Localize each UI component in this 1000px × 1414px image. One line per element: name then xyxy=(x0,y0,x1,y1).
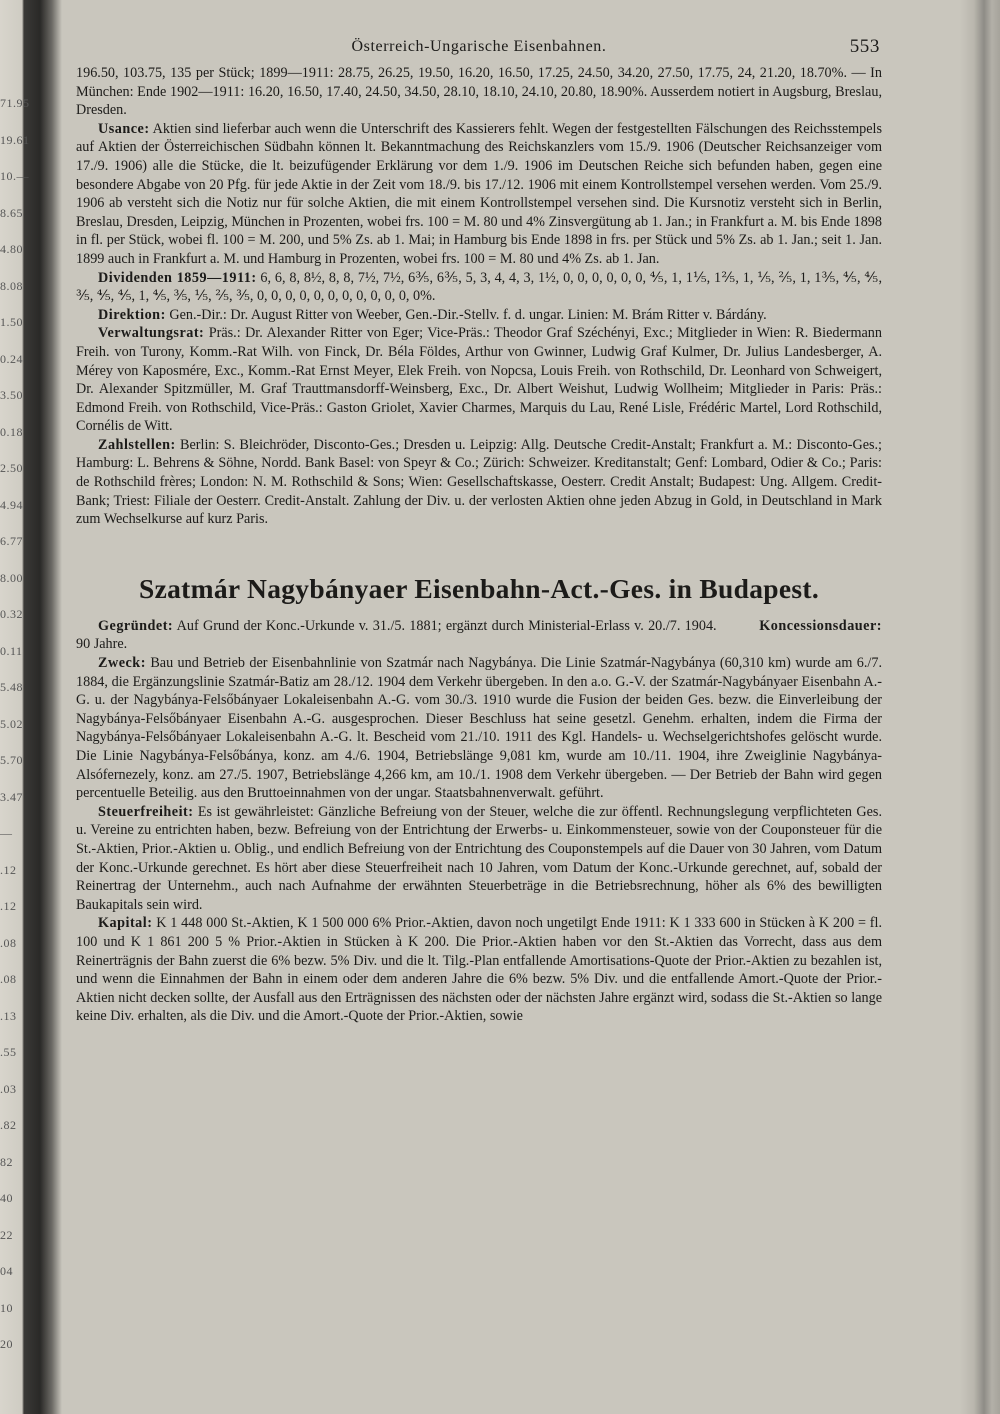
direktion-paragraph xyxy=(76,306,882,325)
verwaltungsrat-text: Präs.: Dr. Alexander Ritter von Eger; Vice-Präs.: Theodor Graf Széchényi, Exc.; Mitglieder in Wien: R. Biedermann Freih. von Turony, Komm.-Rat Wilh. von Finck, Dr. Béla Földes, Arthur von Gwinner, Ludwig Graf Kulmer, Dr. Julius Landesberger, A. Mérey von Kaposmére, Exc., Komm.-Rat Ernst Meyer, Elek Freih. von Nopcsa, Louis Freih. von Rothschild, Dr. Leonhard von Schweigert, Dr. Alexander Spitzmüller, M. Graf Trauttmansdorff-Weinsberg, Exc., Dr. Albert Weishut, Ludwig Wollheim; Mitglieder in Paris: Präs.: Edmond Freih. von Rothschild, Vice-Präs.: Gaston Griolet, Xavier Charmes, Marquis du Lau, René Lisle, Frédéric Martel, Lord Rothschild, Cornélis de Witt. xyxy=(76,325,882,435)
zweck-text: Bau und Betrieb der Eisenbahnlinie von Szatmár nach Nagybánya. Die Linie Szatmár-Nagybánya (60,310 km) wurde am 6./7. 1884, die Ergänzungslinie Szatmár-Batiz am 28./12. 1904 dem Verkehr übergeben. In den a.o. G.-V. der Szatmár-Nagybányaer Eisenbahn A.-G. u. der Nagybánya-Felsőbányaer Lokaleisenbahn A.-G. vom 30./3. 1910 wurde die Fusion der beiden Ges. bezw. die Einverleibung der Nagybánya-Felsőbányaer Eisenbahn A.-G. ausgesprochen. Dieser Beschluss hat seine gesetzl. Genehm. erhalten, indem die Firma der Nagybánya-Felsőbányaer Lokaleisenbahn A.-G. lt. Bescheid vom 21./10. 1911 des Kgl. Handels- u. Wechselgerichtshofes gelöscht wurde. Die Linie Nagybánya-Felsőbánya, konz. am 4./6. 1904, Betriebslänge 9,081 km, wurde am 10./11. 1904, ihre Zweiglinie Nagybánya-Alsófernezely, konz. am 27./5. 1907, Betriebslänge 4,266 km, am 10./1. 1908 dem Verkehr übergeben. — Der Betrieb der Bahn wird gegen percentuelle Beteilig. aus den Bruttoeinnahmen von der ungar. Staatsbahnenverwalt. geführt. xyxy=(76,655,882,802)
margin-number: .55 xyxy=(0,1045,17,1059)
margin-number: 5.02 xyxy=(0,716,23,731)
zahlstellen-text: Berlin: S. Bleichröder, Disconto-Ges.; Dresden u. Leipzig: Allg. Deutsche Credit-Anstalt; Frankfurt a. M.: Disconto-Ges.; Hamburg: L. Behrens & Söhne, Nordd. Bank Basel: von Speyr & Co.; Zürich: Schweizer. Kreditanstalt; Genf: Lombard, Odier & Co.; Paris: de Rothschild frères; London: N. M. Rothschild & Sons; Wien: Gesellschaftskasse, Oesterr. Credit Anstalt; Budapest: Ung. Allgem. Credit-Bank; Triest: Filiale der Oesterr. Credit-Anstalt. Zahlung der Div. u. der verlosten Aktien ohne jeden Abzug in Gold, in Deutschland in Mark zum Wechselkurse auf kurz Paris. xyxy=(76,436,883,528)
margin-number: 71.95 xyxy=(0,96,30,110)
zweck-paragraph xyxy=(76,654,882,803)
verwaltungsrat-label: Verwaltungsrat: xyxy=(98,325,205,342)
margin-number: 5.48 xyxy=(0,680,23,694)
kapital-paragraph xyxy=(76,914,882,1026)
usance-paragraph xyxy=(76,120,882,269)
zweck-label: Zweck: xyxy=(98,655,146,672)
margin-number: .12 xyxy=(0,899,17,913)
gegruendet-label: Gegründet: xyxy=(98,617,174,634)
margin-number: .82 xyxy=(0,1118,17,1132)
gegruendet-text: Auf Grund der Konc.-Urkunde v. 31./5. 1881; ergänzt durch Ministerial-Erlass v. 20./7. 1904. xyxy=(176,617,717,634)
zahlstellen-paragraph xyxy=(76,436,882,529)
margin-number: 10.— xyxy=(0,169,29,183)
dividenden-label: Dividenden 1859—1911: xyxy=(98,269,257,286)
page xyxy=(76,38,882,1026)
zahlstellen-label: Zahlstellen: xyxy=(98,436,176,453)
margin-number: 6.77 xyxy=(0,534,23,548)
margin-number: 0.32 xyxy=(0,607,23,621)
koncessionsdauer-label: Koncessionsdauer: xyxy=(759,617,882,634)
margin-number: 8.08 xyxy=(0,278,23,293)
dividenden-paragraph xyxy=(76,269,882,306)
steuerfreiheit-text: Es ist gewährleistet: Gänzliche Befreiung von der Steuer, welche die zur öffentl. Rechnungslegung verpflichteten Ges. u. Vereine zu entrichten haben, bezw. Befreiung von der Entrichtung der Erwerbs- u. Einkommensteuer, sowie von der Couponsteuer für die St.-Aktien, Prior.-Aktien u. Oblig., und endlich Befreiung von der Entrichtung des Couponstempels auf die Dauer von 30 Jahren, vom Datum der Konc.-Urkunde gerechnet. Es hört aber diese Steuerfreiheit nach 10 Jahren, vom Datum der Konc.-Urkunde gerechnet, auf, sobald der Reinertrag der Unternehm., auch nach Aufnahme der erwähnten Steuerbeträge in die Betriebsrechnung, höher als 6% des bewilligten Baukapitals sein wird. xyxy=(76,803,882,913)
margin-number: 3.50 xyxy=(0,388,23,402)
kapital-label: Kapital: xyxy=(98,915,153,932)
direktion-text: Gen.-Dir.: Dr. August Ritter von Weeber, Gen.-Dir.-Stellv. f. d. ungar. Linien: M. Brám Ritter v. Bárdány. xyxy=(169,306,767,323)
koncessionsdauer-text: 90 Jahre. xyxy=(76,636,128,653)
margin-number: .03 xyxy=(0,1081,17,1096)
margin-number: .13 xyxy=(0,1008,17,1023)
margin-number: 82 xyxy=(0,1154,13,1169)
margin-number: 5.70 xyxy=(0,753,23,767)
page-number: 553 xyxy=(849,36,880,57)
running-head-title: Österreich-Ungarische Eisenbahnen. xyxy=(351,38,607,55)
gegruendet-paragraph xyxy=(76,617,882,654)
margin-number: — xyxy=(0,826,13,840)
section-oesterr-ungar-eisenbahnen xyxy=(76,64,882,529)
margin-number: 0.11 xyxy=(0,643,23,658)
margin-number: 1.50 xyxy=(0,315,23,329)
margin-number: 3.47 xyxy=(0,789,23,804)
section-szatmar-nagybanyaer xyxy=(76,617,882,1026)
steuerfreiheit-paragraph xyxy=(76,803,882,915)
margin-number: .08 xyxy=(0,935,17,950)
scan-right-edge xyxy=(960,0,1000,1414)
margin-number: .08 xyxy=(0,972,17,986)
margin-number: .12 xyxy=(0,862,17,877)
usance-label: Usance: xyxy=(98,120,150,137)
margin-number: 19.61 xyxy=(0,132,30,147)
margin-number: 04 xyxy=(0,1264,13,1278)
margin-number: 2.50 xyxy=(0,461,23,475)
margin-number: 40 xyxy=(0,1191,13,1205)
margin-number: 8.00 xyxy=(0,570,23,585)
kapital-text: K 1 448 000 St.-Aktien, K 1 500 000 6% Prior.-Aktien, davon noch ungetilgt Ende 1911: K 1 333 600 in Stücken à K 200 = fl. 100 und K 1 861 200 5 % Prior.-Aktien in Stücken à K 200. Die Prior.-Aktien haben vor den St.-Aktien das Vorrecht, dass aus dem Reinerträgnis der Bahn zuerst die 6% bezw. 5% Div. und die lt. Tilg.-Plan entfallende Amortisations-Quote der Prior.-Aktien zu bezahlen ist, und wenn die Einnahmen der Bahn in einem oder dem anderen Jahre die 6% bezw. 5% Div. und die entfallende Amort.-Quote der Prior.-Aktien nicht decken sollte, der Ausfall aus den Erträgnissen des nächsten oder der nächsten Jahre ergänzt wird, sodass die St.-Aktien so lange keine Div. erhalten, als die Div. und die Amort.-Quote der Prior.-Aktien, sowie xyxy=(76,915,883,1025)
usance-text: Aktien sind lieferbar auch wenn die Unterschrift des Kassierers fehlt. Wegen der festgestellten Fälschungen des Reichsstempels auf Aktien der Österreichischen Südbahn können lt. Bekanntmachung des Reichskanzlers vom 15./9. 1906 (Deutscher Reichsanzeiger vom 17./9. 1906) alle die Stücke, die lt. beizufügender Erklärung vor dem 1./9. 1906 im Deutschen Reiche sich befunden haben, gegen eine besondere Abgabe von 20 Pfg. für jede Aktie in der Zeit vom 18./9. bis 17./12. 1906 mit einem Kontrollstempel versehen werden. Vom 25./9. 1906 ab versteht sich die Notiz nur für solche Aktien, die mit einem Kontrollstempel versehen sind. Die Kursnotiz versteht sich in Berlin, Breslau, Dresden, Leipzig, München in Prozenten, wobei frs. 100 = M. 80 und 4% Zinsvergütung ab 1. Jan.; in Frankfurt a. M. bis Ende 1898 in fl. per Stück, wobei fl. 100 = M. 200, und 5% Zs. ab 1. Mai; in Hamburg bis Ende 1898 in frs. per Stück und 5% Zs. ab 1. Jan.; seit 1. Jan. 1899 auch in Frankfurt a. M. und Hamburg in Prozenten, wobei frs. 100 = M. 80 und 4% Zs. ab 1. Jan. xyxy=(76,120,883,267)
margin-number: 0.24 xyxy=(0,351,23,366)
margin-number: 10 xyxy=(0,1300,13,1315)
running-head xyxy=(76,38,882,64)
margin-number: 20 xyxy=(0,1337,13,1351)
margin-number: 22 xyxy=(0,1227,13,1242)
margin-number: 4.80 xyxy=(0,242,23,256)
verwaltungsrat-paragraph xyxy=(76,324,882,436)
margin-number: 4.94 xyxy=(0,497,23,512)
margin-number: 0.18 xyxy=(0,424,23,439)
kurs-paragraph: 196.50, 103.75, 135 per Stück; 1899—1911: 28.75, 26.25, 19.50, 16.20, 16.50, 17.25, 24.50, 34.20, 27.50, 17.75, 24, 21.20, 18.70%. — In München: Ende 1902—1911: 16.20, 16.50, 17.40, 24.50, 34.50, 28.10, 18.10, 24.10, 20.80, 18.90%. Ausserdem notiert in Augsburg, Breslau, Dresden. xyxy=(76,65,882,119)
dividenden-text: 6, 6, 8, 8½, 8, 8, 7½, 7½, 6⅗, 6⅗, 5, 3, 4, 4, 3, 1½, 0, 0, 0, 0, 0, 0, ⅘, 1, 1⅕, 1⅖, 1, ⅕, ⅖, 1, 1⅗, ⅘, ⅘, ⅗, ⅘, ⅘, 1, ⅘, ⅗, ⅕, ⅖, ⅗, 0, 0, 0, 0, 0, 0, 0, 0, 0, 0, 0, 0%. xyxy=(76,269,882,305)
steuerfreiheit-label: Steuerfreiheit: xyxy=(98,803,194,820)
margin-number: 8.65 xyxy=(0,205,23,220)
company-title: Szatmár Nagybányaer Eisenbahn-Act.-Ges. in Budapest. xyxy=(139,572,819,604)
direktion-label: Direktion: xyxy=(98,306,166,323)
